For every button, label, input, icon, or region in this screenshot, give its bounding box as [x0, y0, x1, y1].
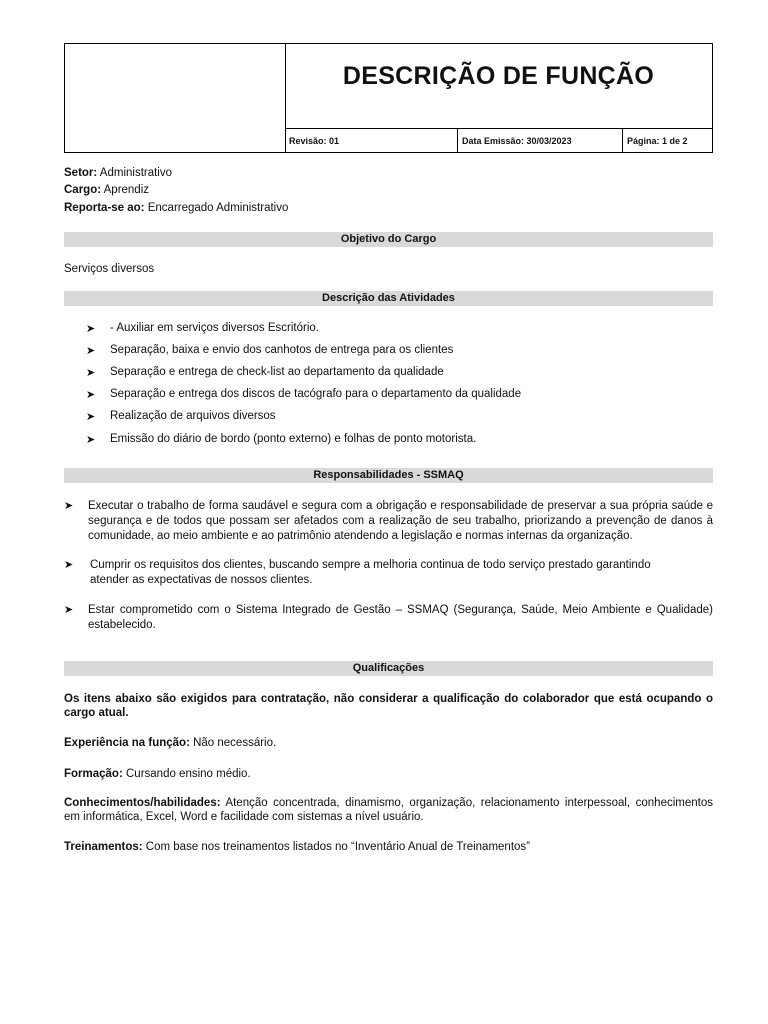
- formacao-line: [64, 767, 713, 781]
- responsabilidade-item: ➤ Estar comprometido com o Sistema Integrado de Gestão – SSMAQ (Segurança, Saúde, Meio Ambiente e Qualidade) estabelecido.: [64, 604, 713, 631]
- reporta-label: Reporta-se ao:: [64, 202, 145, 214]
- atividades-heading: Descrição das Atividades: [64, 291, 713, 306]
- cargo-label: Cargo:: [64, 184, 102, 196]
- arrowhead-bullet-icon: ➤: [86, 411, 96, 423]
- arrowhead-bullet-icon: ➤: [64, 559, 74, 571]
- formacao-label: Formação:: [64, 768, 123, 780]
- title-cell: [285, 44, 712, 128]
- conhecimentos-label: Conhecimentos/habilidades:: [64, 797, 221, 809]
- reporta-value: Encarregado Administrativo: [144, 202, 289, 214]
- logo-cell: [65, 44, 286, 152]
- arrowhead-bullet-icon: ➤: [86, 434, 96, 446]
- arrowhead-bullet-icon: ➤: [86, 367, 96, 379]
- cargo-line: [64, 184, 149, 196]
- conhecimentos-value: Atenção concentrada, dinamismo, organização, relacionamento interpessoal, conhecimentos em informática, Excel, Word e facilidade com sistemas a nível usuário.: [64, 797, 713, 823]
- formacao-value: Cursando ensino médio.: [122, 768, 251, 780]
- page-number-cell: Página: 1 de 2: [627, 136, 688, 146]
- document-title: DESCRIÇÃO DE FUNÇÃO: [342, 62, 655, 90]
- arrowhead-bullet-icon: ➤: [86, 345, 96, 357]
- objetivo-text: Serviços diversos: [64, 263, 155, 275]
- arrowhead-bullet-icon: ➤: [64, 500, 74, 512]
- treinamentos-label: Treinamentos:: [64, 841, 143, 853]
- reporta-line: [64, 202, 288, 214]
- experiencia-value: Não necessário.: [189, 737, 277, 749]
- setor-line: [64, 167, 172, 179]
- job-description-page: DESCRIÇÃO DE FUNÇÃO Revisão: 01 Data Emissão: 30/03/2023 Página: 1 de 2 Setor: Administrativo Cargo: Aprendiz Reporta-se ao: Encarregado Administrativo Objetivo do Cargo Serviços diversos Descrição das Atividades ➤ - Auxiliar em serviços diversos Escritório. ➤ Separação, baixa e envio dos canhotos de entrega para os clientes ➤ Separação e entrega de check-list ao departamento da qualidade ➤ Separação e entrega dos discos de tacógrafo para o departamento da qualidade ➤ Realização de arquivos diversos ➤ Emissão do diário de bordo (ponto externo) e folhas de ponto motorista. Responsabilidades - SSMAQ ➤ Executar o trabalho de forma saudável e segura com a obrigação e responsabilidade de preservar a sua própria saúde e segurança e de todos que possam ser afetados com a realização de seu trabalho, priorizando a prevenção de danos à comunidade, ao meio ambiente e ao patrimônio atendendo a legislação e normas internas da organização. ➤ Cumprir os requisitos dos clientes, buscando sempre a melhoria continua de todo serviço prestado garantindo atender as expectativas de nossos clientes. ➤ Estar comprometido com o Sistema Integrado de Gestão – SSMAQ (Segurança, Saúde, Meio Ambiente e Qualidade) estabelecido. Qualificações Os itens abaixo são exigidos para contratação, não considerar a qualificação do colaborador que está ocupando o cargo atual. Experiência na função: Não necessário. Formação: Cursando ensino médio. Conhecimentos/habilidades: Atenção concentrada, dinamismo, organização, relacionamento interpessoal, conhecimentos em informática, Excel, Word e facilidade com sistemas a nível usuário. Treinamentos: Com base nos treinamentos listados no “Inventário Anual de Treinamentos”: [0, 0, 768, 1024]
- header-meta-row: [285, 128, 712, 152]
- experiencia-label: Experiência na função:: [64, 737, 190, 749]
- arrowhead-bullet-icon: ➤: [64, 604, 74, 616]
- conhecimentos-line: [64, 796, 713, 824]
- responsabilidades-heading: Responsabilidades - SSMAQ: [64, 468, 713, 483]
- treinamentos-line: [64, 840, 713, 854]
- experiencia-line: [64, 736, 713, 750]
- revision-cell: Revisão: 01: [285, 129, 458, 152]
- arrowhead-bullet-icon: ➤: [86, 389, 96, 401]
- issue-date-cell: Data Emissão: 30/03/2023: [458, 129, 623, 152]
- setor-label: Setor:: [64, 167, 98, 179]
- cargo-value: Aprendiz: [101, 184, 150, 196]
- objetivo-heading: Objetivo do Cargo: [64, 232, 713, 247]
- responsabilidade-item: ➤ Executar o trabalho de forma saudável e segura com a obrigação e responsabilidade de preservar a sua própria saúde e segurança e de todos que possam ser afetados com a realização de seu trabalho, priorizando a prevenção de danos à comunidade, ao meio ambiente e ao patrimônio atendendo a legislação e normas internas da organização.: [64, 500, 713, 542]
- arrowhead-bullet-icon: ➤: [86, 323, 96, 335]
- qualificacoes-heading: Qualificações: [64, 661, 713, 676]
- responsabilidade-item: ➤ Cumprir os requisitos dos clientes, buscando sempre a melhoria continua de todo serviço prestado garantindo atender as expectativas de nossos clientes.: [64, 559, 651, 586]
- document-header: [64, 43, 713, 153]
- setor-value: Administrativo: [97, 167, 173, 179]
- treinamentos-value: Com base nos treinamentos listados no “Inventário Anual de Treinamentos”: [142, 841, 530, 853]
- qualificacoes-intro: Os itens abaixo são exigidos para contratação, não considerar a qualificação do colaborador que está ocupando o cargo atual.: [64, 693, 713, 719]
